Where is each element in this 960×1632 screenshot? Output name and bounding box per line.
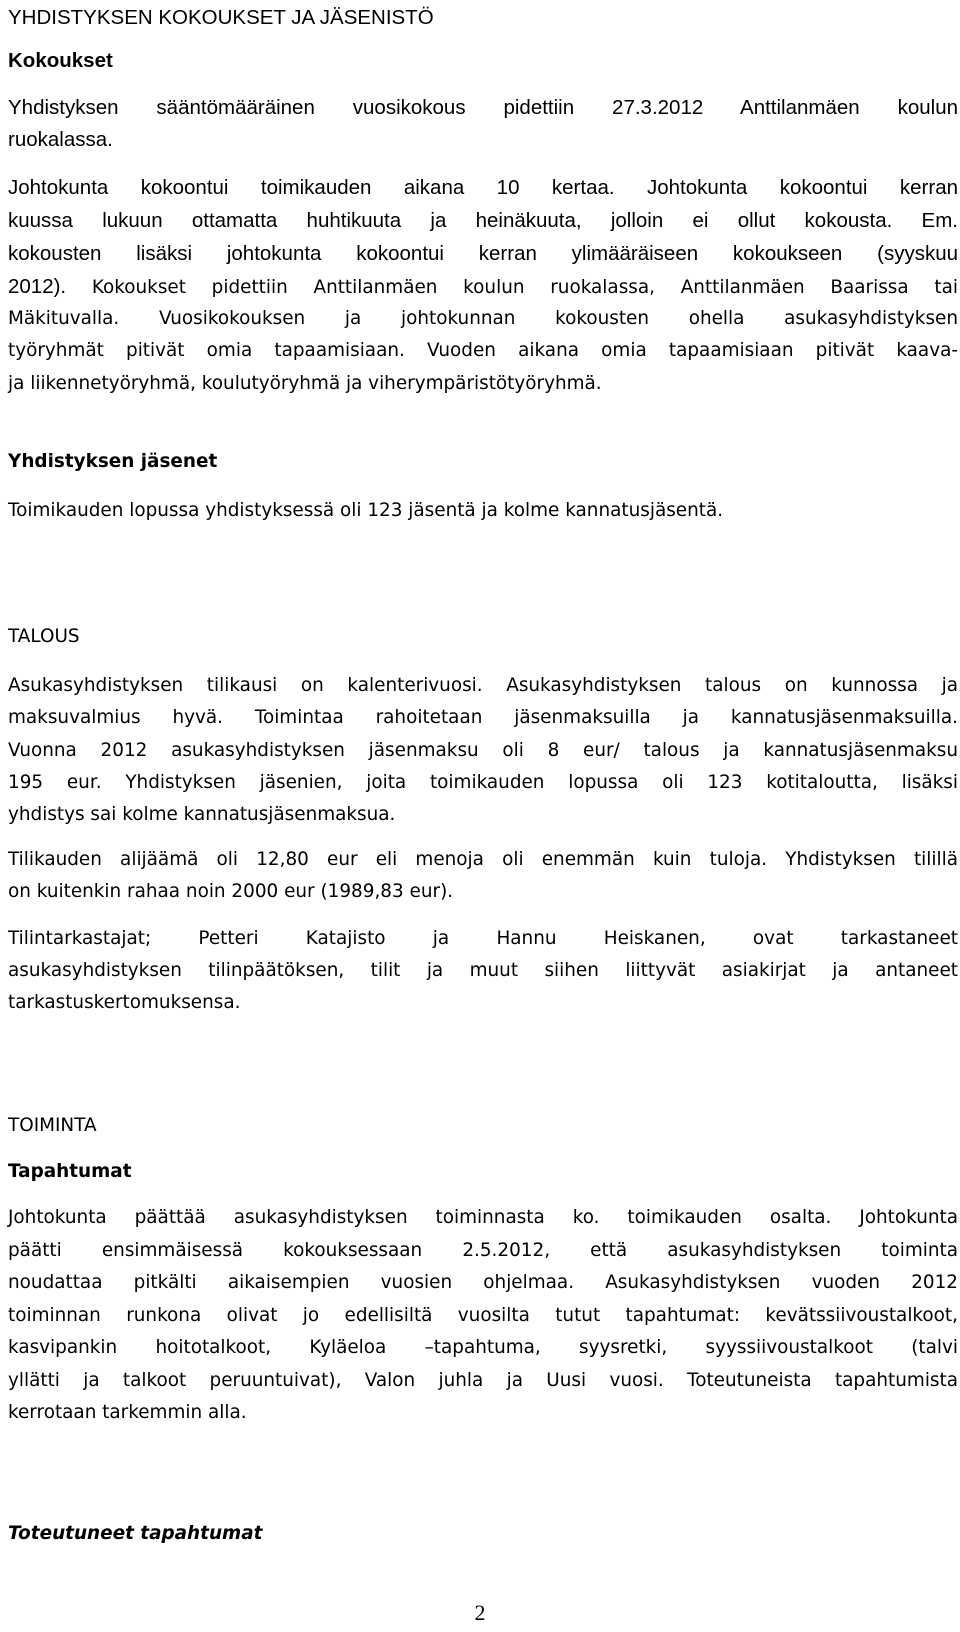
heading-kokoukset: Kokoukset xyxy=(8,49,113,72)
paragraph-line: Tilikauden alijäämä oli 12,80 eur eli menoja oli enemmän kuin tuloja. Yhdistyksen tilillä xyxy=(8,849,958,870)
heading-jasenet: Yhdistyksen jäsenet xyxy=(8,451,218,472)
paragraph-line: kerrotaan tarkemmin alla. xyxy=(8,1402,247,1423)
paragraph-line: työryhmät pitivät omia tapaamisiaan. Vuoden aikana omia tapaamisiaan pitivät kaava- xyxy=(8,340,958,361)
paragraph-line: yhdistys sai kolme kannatusjäsenmaksua. xyxy=(8,804,396,825)
paragraph-fragment: Kokoukset pidettiin Anttilanmäen koulun ruokalassa, Anttilanmäen Baarissa tai xyxy=(66,277,958,298)
document-title: YHDISTYKSEN KOKOUKSET JA JÄSENISTÖ xyxy=(8,6,434,29)
paragraph-line: kokousten lisäksi johtokunta kokoontui kerran ylimääräiseen kokoukseen (syyskuu xyxy=(8,242,958,265)
paragraph-line: toiminnan runkona olivat jo edellisiltä vuosilta tutut tapahtumat: kevätssiivoustalkoot, xyxy=(8,1305,958,1326)
paragraph-line: Johtokunta kokoontui toimikauden aikana 10 kertaa. Johtokunta kokoontui kerran xyxy=(8,176,958,199)
heading-talous: TALOUS xyxy=(8,626,80,647)
paragraph-line: 195 eur. Yhdistyksen jäsenien, joita toimikauden lopussa oli 123 kotitaloutta, lisäksi xyxy=(8,772,958,793)
paragraph-line: tarkastuskertomuksensa. xyxy=(8,992,241,1013)
paragraph-line: Vuonna 2012 asukasyhdistyksen jäsenmaksu oli 8 eur/ talous ja kannatusjäsenmaksu xyxy=(8,740,958,761)
heading-tapahtumat: Tapahtumat xyxy=(8,1161,132,1182)
paragraph-line: asukasyhdistyksen tilinpäätöksen, tilit ja muut siihen liittyvät asiakirjat ja antaneet xyxy=(8,960,958,981)
paragraph-line: Yhdistyksen sääntömääräinen vuosikokous pidettiin 27.3.2012 Anttilanmäen koulun xyxy=(8,96,958,119)
paragraph-line: Mäkituvalla. Vuosikokouksen ja johtokunnan kokousten ohella asukasyhdistyksen xyxy=(8,308,958,329)
paragraph-line: Toimikauden lopussa yhdistyksessä oli 123 jäsentä ja kolme kannatusjäsentä. xyxy=(8,500,724,521)
paragraph-line: on kuitenkin rahaa noin 2000 eur (1989,83 eur). xyxy=(8,881,454,902)
heading-toiminta: TOIMINTA xyxy=(8,1115,97,1136)
paragraph-line: maksuvalmius hyvä. Toimintaa rahoitetaan jäsenmaksuilla ja kannatusjäsenmaksuilla. xyxy=(8,707,958,728)
paragraph-line: yllätti ja talkoot peruuntuivat), Valon juhla ja Uusi vuosi. Toteutuneista tapahtumista xyxy=(8,1370,958,1391)
paragraph-line: päätti ensimmäisessä kokouksessaan 2.5.2012, että asukasyhdistyksen toiminta xyxy=(8,1240,958,1261)
paragraph-line: Asukasyhdistyksen tilikausi on kalenterivuosi. Asukasyhdistyksen talous on kunnossa ja xyxy=(8,675,958,696)
page-number: 2 xyxy=(474,1600,486,1625)
paragraph-line-mixed xyxy=(8,271,958,303)
heading-toteutuneet-tapahtumat: Toteutuneet tapahtumat xyxy=(8,1523,263,1544)
paragraph-line: ruokalassa. xyxy=(8,128,113,151)
paragraph-line: ja liikennetyöryhmä, koulutyöryhmä ja viherympäristötyöryhmä. xyxy=(8,373,602,394)
paragraph-fragment: 2012). xyxy=(8,275,67,298)
paragraph-line: kasvipankin hoitotalkoot, Kyläeloa –tapahtuma, syysretki, syyssiivoustalkoot (talvi xyxy=(8,1337,958,1358)
paragraph-line: Tilintarkastajat; Petteri Katajisto ja Hannu Heiskanen, ovat tarkastaneet xyxy=(8,928,958,949)
paragraph-line: kuussa lukuun ottamatta huhtikuuta ja heinäkuuta, jolloin ei ollut kokousta. Em. xyxy=(8,209,958,232)
paragraph-line: noudattaa pitkälti aikaisempien vuosien ohjelmaa. Asukasyhdistyksen vuoden 2012 xyxy=(8,1272,958,1293)
paragraph-line: Johtokunta päättää asukasyhdistyksen toiminnasta ko. toimikauden osalta. Johtokunta xyxy=(8,1207,958,1228)
